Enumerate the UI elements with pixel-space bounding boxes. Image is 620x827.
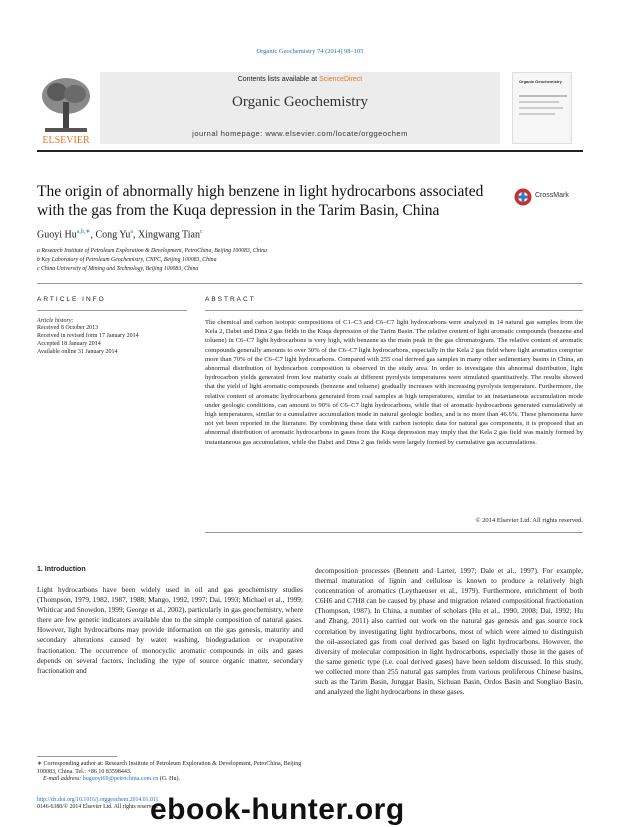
- elsevier-wordmark: ELSEVIER: [42, 135, 90, 146]
- author-affiliation-marker[interactable]: a: [130, 229, 134, 235]
- history-revised: Received in revised form 17 January 2014: [37, 333, 139, 339]
- affiliation-a: a Research Institute of Petroleum Exploration & Development, PetroChina, Beijing 100083, China: [37, 248, 267, 254]
- article-title: The origin of abnormally high benzene in light hydrocarbons associated with the gas from the Kuqa depression in the Tarim Basin, China: [37, 183, 484, 219]
- author-list: Guoyi $Hu^{a,b,∗}$, Cong Yu$^a$, Xingwang Tian$^c$: [37, 229, 203, 241]
- article-info-rule: [37, 310, 187, 311]
- header-rule: [37, 150, 583, 152]
- corresponding-author-footnote: ∗ Corresponding author at: Research Institute of Petroleum Exploration & Development, PetroChina, Beijing 100083, China. Tel.: +86 10 83598443. E-mail address: huguoyi69@petrochina.com.cn (G. Hu).: [37, 761, 302, 782]
- abstract-text: The chemical and carbon isotopic compositions of C1–C3 and C6–C7 light hydrocarbons were analyzed in 14 natural gas samples from the Kela 2, Dabei and Dina 2 gas fields in the Kuqa depression of the Tarim Basin. The relative content of light aromatic compounds (benzene and toluene) in C6–C7 light hydrocarbons is very high, with benzene as the main peak in the gas chromatogram. The relative content of aromatic compounds generally amounts to over 30% of the C6–C7 light hydrocarbons, especially in the Kela 2 gas field where light aromatics comprise more than 70% of the C6–C7 light hydrocarbons. Compared with 255 coal derived gas samples in many other sedimentary basins in China, an abnormal distribution of hydrocarbon composition is observed in the study area. In order to investigate this abnormal distribution, light hydrocarbon yields generated from low maturity coals at different pyrolysis temperatures were simulated quantitatively. The results showed that the yield of light aromatic compounds (benzene and toluene) gradually increases with increasing pyrolysis temperature. Furthermore, the relative content of aromatic hydrocarbons generated from coal samples at high temperatures, similar to an instantaneous accumulation mode under geologic conditions, can amount to 90% of C6–C7 light hydrocarbons, while that of aromatic hydrocarbons generated cumulatively at high temperatures, similar to a cumulative accumulation mode in natural geologic bodies, and is no more than 46.6%. These phenomena have not yet been reported in the literature. By combining these data with carbon isotopic data for natural gas components, it is proposed that an abnormal distribution of aromatic hydrocarbons in gases from the Kuqa depression may imply that the Kela 2 gas field was mainly formed by instantaneous gas accumulation, while the Dabei and Dina 2 gas fields were largely formed by cumulative gas accumulations.: [205, 319, 583, 446]
- abstract-rule: [205, 310, 583, 311]
- history-received: Received 8 October 2013: [37, 325, 99, 331]
- abstract-heading: ABSTRACT: [205, 296, 256, 303]
- crossmark-badge[interactable]: [514, 188, 584, 206]
- journal-reference[interactable]: Organic Geochemistry 74 (2014) 98–105: [256, 48, 364, 55]
- body-column-left: [37, 585, 303, 676]
- affiliation-c: c China University of Mining and Technology, Beijing 100083, China: [37, 266, 199, 272]
- contents-line: Contents lists available at ScienceDirect: [237, 76, 363, 83]
- doi-block: [37, 797, 158, 811]
- author-email-link[interactable]: huguoyi69@petrochina.com.cn: [82, 776, 159, 782]
- abstract-bottom-rule: [205, 532, 583, 533]
- cover-title: Organic Geochemistry: [519, 79, 562, 84]
- paragraph: decomposition processes (Bennett and Larter, 1997; Dale et al., 1997). For example, thermal maturation of lignin and cellulose is known to produce a relatively high concentration of aromatics (Leythaeuser et al., 1979). Furthermore, enrichment of both C6H6 and C7H8 can be caused by phase and migration related compositional fractionation (Thompson, 1987). In China, a number of scholars (Hu et al., 1990, 2008; Dai, 1992; Hu and Zhang, 2011) also carried out work on the natural gas genesis and gas source rock correlation by investigating light hydrocarbons, most of which were aimed to distinguish the oil-associated gas from coal derived gas based on light hydrocarbons. However, the diversity of molecular composition in light hydrocarbons, especially those in the gases of the same genetic type (i.e. coal derived gases) have been seldom discussed. In this study, we collected more than 255 natural gas samples from various proliferous Chinese basins, such as the Tarim Basin, Junggar Basin, Sichuan Basin, Ordos Basin and Songliao Basin, and analyzed the light hydrocarbons in these gases.: [315, 566, 583, 697]
- body-column-right: [315, 566, 583, 697]
- author-name: Cong Yu: [95, 229, 131, 241]
- elsevier-tree-logo: [37, 72, 95, 147]
- crossmark-icon: [514, 188, 532, 206]
- journal-name: Organic Geochemistry: [232, 94, 368, 110]
- author-affiliation-marker[interactable]: a,b,∗: [76, 229, 91, 235]
- sciencedirect-link[interactable]: ScienceDirect: [319, 76, 363, 83]
- copyright-notice: © 2014 Elsevier Ltd. All rights reserved.: [475, 517, 583, 524]
- journal-homepage[interactable]: journal homepage: www.elsevier.com/locate/orggeochem: [192, 129, 408, 138]
- article-info-heading: ARTICLE INFO: [37, 296, 106, 303]
- introduction-heading: 1. Introduction: [37, 566, 86, 573]
- crossmark-label: CrossMark: [535, 192, 569, 199]
- paragraph: Light hydrocarbons have been widely used in oil and gas geochemistry studies (Thompson, 1979, 1982, 1987, 1988; Mango, 1992, 1997; Dai, 1993; Michael et al., 1999; Whiticar and Snowdon, 1999; George et al., 2002), particularly in gas geochemistry, where there are few genetic indicators available due to the simple composition of natural gases. However, light hydrocarbons may provide information on the gas genesis, maturity and secondary alterations caused by water washing, biodegradation or evaporative fractionation. The occurrence of monocyclic aromatic compounds in oils and gases depends on several factors, including the type of source organic matter, secondary fractionation and: [37, 585, 303, 675]
- doi-link[interactable]: http://dx.doi.org/10.1016/j.orggeochem.2014.01.011: [37, 797, 159, 803]
- history-online: Available online 31 January 2014: [37, 349, 118, 355]
- journal-header-box: [100, 72, 500, 144]
- watermark: ebook-hunter.org: [150, 793, 405, 826]
- author-name: Guoyi Hu: [37, 229, 77, 241]
- affiliation-rule: [37, 283, 583, 284]
- issn-line: 0146-6380/© 2014 Elsevier Ltd. All rights reserved.: [37, 804, 159, 811]
- history-accepted: Accepted 18 January 2014: [37, 341, 101, 347]
- affiliation-b: b Key Laboratory of Petroleum Geochemistry, CNPC, Beijing 100083, China: [37, 257, 217, 263]
- footnote-rule: [37, 756, 117, 757]
- journal-cover-thumbnail: [512, 72, 572, 144]
- history-label: Article history:: [37, 318, 74, 324]
- author-name: Xingwang Tian: [138, 229, 200, 241]
- author-affiliation-marker[interactable]: c: [199, 229, 203, 235]
